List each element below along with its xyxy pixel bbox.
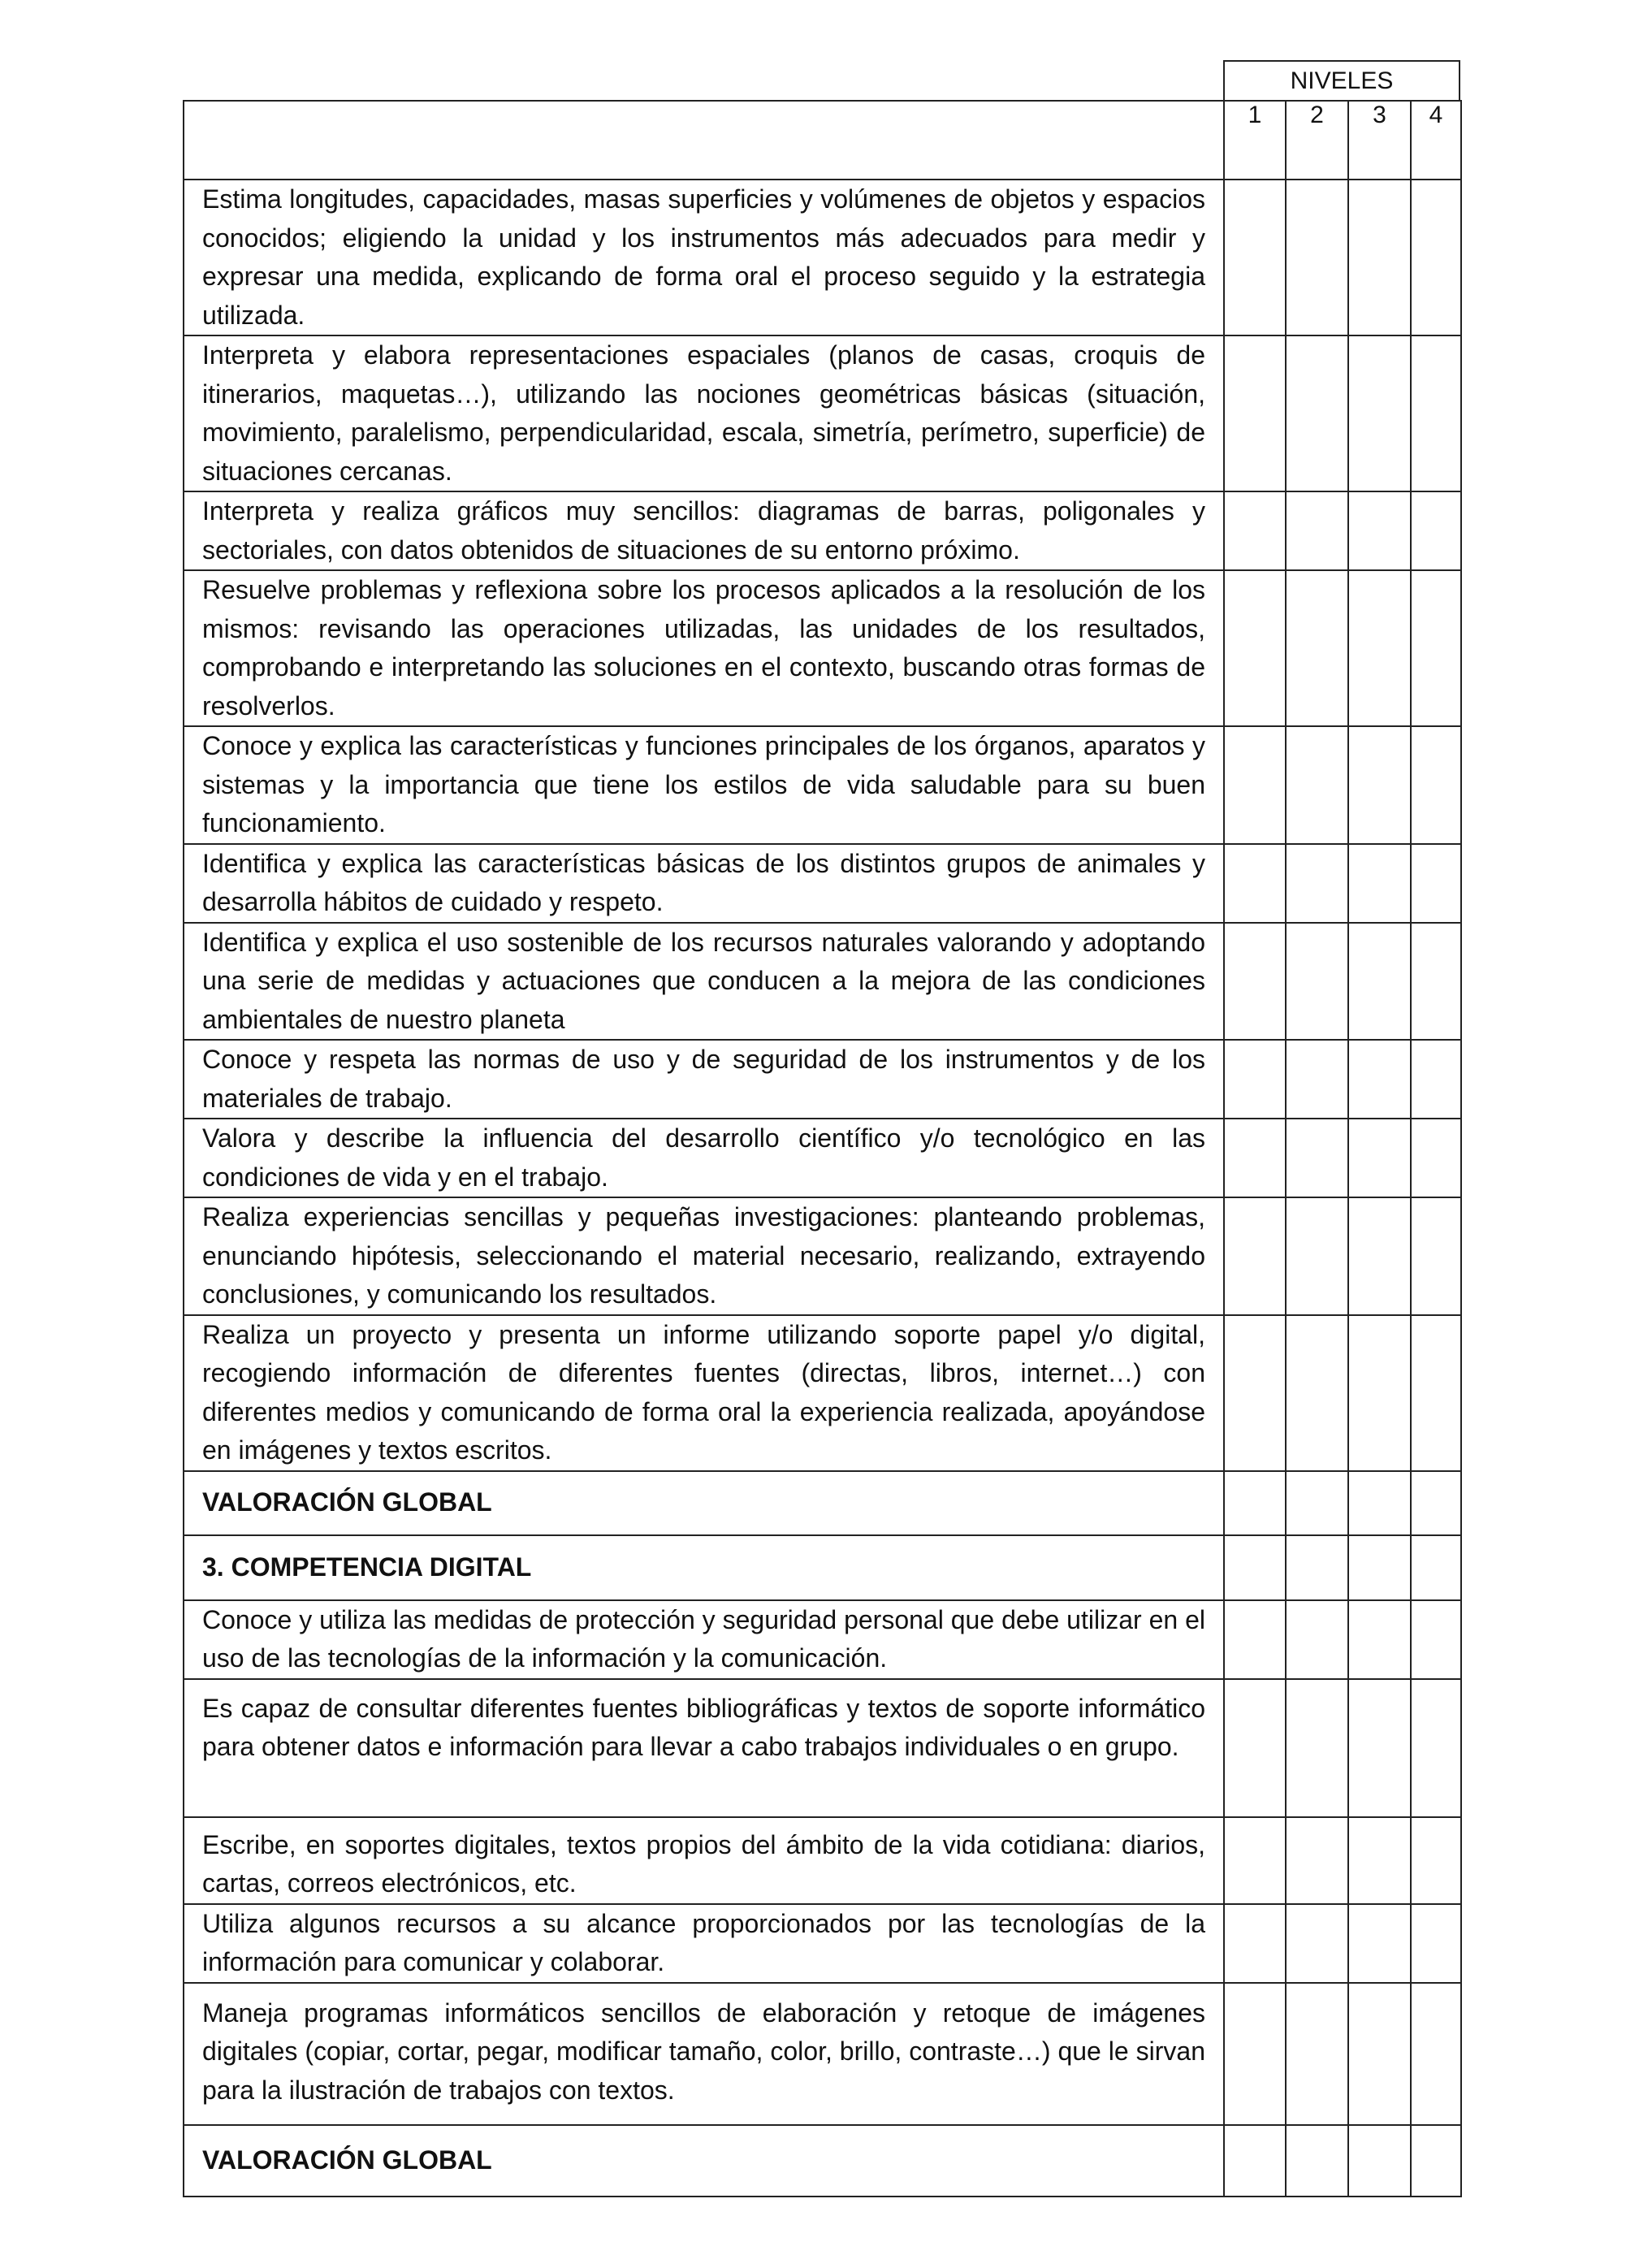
level-2-cell[interactable] xyxy=(1286,1040,1348,1119)
level-2-cell[interactable] xyxy=(1286,1119,1348,1197)
niveles-header: NIVELES xyxy=(1223,60,1460,100)
criterion-text: Identifica y explica las características básicas de los distintos grupos de animales y desarrolla hábitos de cuidado y respeto. xyxy=(184,844,1224,923)
level-3-cell[interactable] xyxy=(1348,844,1411,923)
criterion-text: Escribe, en soportes digitales, textos propios del ámbito de la vida cotidiana: diarios, cartas, correos electrónicos, etc. xyxy=(184,1817,1224,1904)
level-2-cell[interactable] xyxy=(1286,1600,1348,1679)
criterion-text: Conoce y respeta las normas de uso y de seguridad de los instrumentos y de los materiales de trabajo. xyxy=(184,1040,1224,1119)
criterion-text: Resuelve problemas y reflexiona sobre los procesos aplicados a la resolución de los mismos: revisando las operaciones utilizadas, las unidades de los resultados, comprobando e interpretando las soluciones en el contexto, buscando otras formas de resolverlos. xyxy=(184,570,1224,726)
level-2-cell[interactable] xyxy=(1286,1197,1348,1315)
criterion-row xyxy=(184,1119,1461,1197)
level-3-cell[interactable] xyxy=(1348,1119,1411,1197)
criterion-row xyxy=(184,1817,1461,1904)
level-1-header: 1 xyxy=(1224,101,1286,180)
criterion-row xyxy=(184,1679,1461,1817)
global-rating-label: VALORACIÓN GLOBAL xyxy=(184,1471,1224,1535)
level-2-cell[interactable] xyxy=(1286,1679,1348,1817)
level-3-cell[interactable] xyxy=(1348,1679,1411,1817)
criterion-row xyxy=(184,844,1461,923)
level-1-cell[interactable] xyxy=(1224,570,1286,726)
level-2-cell[interactable] xyxy=(1286,491,1348,570)
level-3-cell[interactable] xyxy=(1348,180,1411,335)
level-3-cell[interactable] xyxy=(1348,1904,1411,1983)
level-1-cell[interactable] xyxy=(1224,1817,1286,1904)
level-4-cell[interactable] xyxy=(1411,1197,1461,1315)
criterion-text: Realiza experiencias sencillas y pequeñas investigaciones: planteando problemas, enunciando hipótesis, seleccionando el material necesario, realizando, extrayendo conclusiones, y comunicando los resultados. xyxy=(184,1197,1224,1315)
criterion-row xyxy=(184,923,1461,1041)
level-4-cell[interactable] xyxy=(1411,1535,1461,1600)
level-1-cell[interactable] xyxy=(1224,1600,1286,1679)
criterion-row xyxy=(184,335,1461,491)
level-4-cell[interactable] xyxy=(1411,923,1461,1041)
level-4-cell[interactable] xyxy=(1411,570,1461,726)
level-3-cell[interactable] xyxy=(1348,2125,1411,2197)
level-3-cell[interactable] xyxy=(1348,1600,1411,1679)
criterion-text: Interpreta y realiza gráficos muy sencillos: diagramas de barras, poligonales y sectoriales, con datos obtenidos de situaciones de su entorno próximo. xyxy=(184,491,1224,570)
level-2-cell[interactable] xyxy=(1286,1904,1348,1983)
level-1-cell[interactable] xyxy=(1224,1904,1286,1983)
level-4-cell[interactable] xyxy=(1411,180,1461,335)
level-1-cell[interactable] xyxy=(1224,1315,1286,1471)
level-2-cell[interactable] xyxy=(1286,335,1348,491)
level-4-cell[interactable] xyxy=(1411,1600,1461,1679)
criterion-text: Identifica y explica el uso sostenible de los recursos naturales valorando y adoptando una serie de medidas y actuaciones que conducen a la mejora de las condiciones ambientales de nuestro planeta xyxy=(184,923,1224,1041)
level-3-header: 3 xyxy=(1348,101,1411,180)
criterion-text: Conoce y explica las características y funciones principales de los órganos, aparatos y sistemas y la importancia que tiene los estilos de vida saludable para su buen funcionamiento. xyxy=(184,726,1224,844)
level-3-cell[interactable] xyxy=(1348,1535,1411,1600)
criterion-text: Maneja programas informáticos sencillos de elaboración y retoque de imágenes digitales (copiar, cortar, pegar, modificar tamaño, color, brillo, contraste…) que le sirvan para la ilustración de trabajos con textos. xyxy=(184,1983,1224,2125)
level-1-cell[interactable] xyxy=(1224,1197,1286,1315)
level-2-cell[interactable] xyxy=(1286,1817,1348,1904)
level-4-cell[interactable] xyxy=(1411,1904,1461,1983)
level-3-cell[interactable] xyxy=(1348,1040,1411,1119)
level-1-cell[interactable] xyxy=(1224,335,1286,491)
level-2-cell[interactable] xyxy=(1286,1535,1348,1600)
level-1-cell[interactable] xyxy=(1224,923,1286,1041)
level-1-cell[interactable] xyxy=(1224,1535,1286,1600)
level-1-cell[interactable] xyxy=(1224,2125,1286,2197)
level-1-cell[interactable] xyxy=(1224,726,1286,844)
level-2-cell[interactable] xyxy=(1286,1315,1348,1471)
level-4-cell[interactable] xyxy=(1411,1119,1461,1197)
criterion-row xyxy=(184,570,1461,726)
level-2-cell[interactable] xyxy=(1286,2125,1348,2197)
level-4-cell[interactable] xyxy=(1411,726,1461,844)
level-4-cell[interactable] xyxy=(1411,1983,1461,2125)
level-2-cell[interactable] xyxy=(1286,1471,1348,1535)
level-header-row xyxy=(184,101,1461,180)
criterion-text: Estima longitudes, capacidades, masas superficies y volúmenes de objetos y espacios conocidos; eligiendo la unidad y los instrumentos más adecuados para medir y expresar una medida, explicando de forma oral el proceso seguido y la estrategia utilizada. xyxy=(184,180,1224,335)
level-1-cell[interactable] xyxy=(1224,1983,1286,2125)
level-4-cell[interactable] xyxy=(1411,491,1461,570)
header-blank-cell xyxy=(184,101,1224,180)
level-3-cell[interactable] xyxy=(1348,335,1411,491)
level-1-cell[interactable] xyxy=(1224,491,1286,570)
level-4-cell[interactable] xyxy=(1411,1679,1461,1817)
criterion-row xyxy=(184,491,1461,570)
level-2-cell[interactable] xyxy=(1286,180,1348,335)
level-1-cell[interactable] xyxy=(1224,1040,1286,1119)
criterion-row xyxy=(184,1904,1461,1983)
level-2-header: 2 xyxy=(1286,101,1348,180)
level-2-cell[interactable] xyxy=(1286,570,1348,726)
evaluation-table xyxy=(183,100,1462,2197)
level-4-cell[interactable] xyxy=(1411,1040,1461,1119)
section-heading-row xyxy=(184,1535,1461,1600)
criterion-text: Es capaz de consultar diferentes fuentes bibliográficas y textos de soporte informático para obtener datos e información para llevar a cabo trabajos individuales o en grupo. xyxy=(184,1679,1224,1817)
criterion-row xyxy=(184,180,1461,335)
level-2-cell[interactable] xyxy=(1286,726,1348,844)
level-4-cell[interactable] xyxy=(1411,844,1461,923)
level-1-cell[interactable] xyxy=(1224,1471,1286,1535)
level-3-cell[interactable] xyxy=(1348,1197,1411,1315)
criterion-row xyxy=(184,1040,1461,1119)
criterion-row xyxy=(184,1983,1461,2125)
level-3-cell[interactable] xyxy=(1348,1315,1411,1471)
criterion-row xyxy=(184,726,1461,844)
level-3-cell[interactable] xyxy=(1348,491,1411,570)
level-3-cell[interactable] xyxy=(1348,1471,1411,1535)
level-4-cell[interactable] xyxy=(1411,1315,1461,1471)
level-4-cell[interactable] xyxy=(1411,2125,1461,2197)
global-rating-row xyxy=(184,1471,1461,1535)
level-4-header: 4 xyxy=(1411,101,1461,180)
level-4-cell[interactable] xyxy=(1411,1471,1461,1535)
criterion-text: Conoce y utiliza las medidas de protección y seguridad personal que debe utilizar en el uso de las tecnologías de la información y la comunicación. xyxy=(184,1600,1224,1679)
criterion-text: Utiliza algunos recursos a su alcance proporcionados por las tecnologías de la información para comunicar y colaborar. xyxy=(184,1904,1224,1983)
level-1-cell[interactable] xyxy=(1224,1679,1286,1817)
level-3-cell[interactable] xyxy=(1348,923,1411,1041)
level-1-cell[interactable] xyxy=(1224,844,1286,923)
level-3-cell[interactable] xyxy=(1348,1983,1411,2125)
level-3-cell[interactable] xyxy=(1348,1817,1411,1904)
criterion-row xyxy=(184,1315,1461,1471)
global-rating-row xyxy=(184,2125,1461,2197)
section-heading: 3. COMPETENCIA DIGITAL xyxy=(184,1535,1224,1600)
level-2-cell[interactable] xyxy=(1286,923,1348,1041)
level-1-cell[interactable] xyxy=(1224,1119,1286,1197)
level-3-cell[interactable] xyxy=(1348,570,1411,726)
level-2-cell[interactable] xyxy=(1286,1983,1348,2125)
criterion-text: Interpreta y elabora representaciones espaciales (planos de casas, croquis de itinerarios, maquetas…), utilizando las nociones geométricas básicas (situación, movimiento, paralelismo, perpendicularidad, escala, simetría, perímetro, superficie) de situaciones cercanas. xyxy=(184,335,1224,491)
level-3-cell[interactable] xyxy=(1348,726,1411,844)
criterion-text: Valora y describe la influencia del desarrollo científico y/o tecnológico en las condiciones de vida y en el trabajo. xyxy=(184,1119,1224,1197)
global-rating-label: VALORACIÓN GLOBAL xyxy=(184,2125,1224,2197)
criterion-row xyxy=(184,1197,1461,1315)
criterion-text: Realiza un proyecto y presenta un informe utilizando soporte papel y/o digital, recogiendo información de diferentes fuentes (directas, libros, internet…) con diferentes medios y comunicando de forma oral la experiencia realizada, apoyándose en imágenes y textos escritos. xyxy=(184,1315,1224,1471)
level-4-cell[interactable] xyxy=(1411,1817,1461,1904)
level-4-cell[interactable] xyxy=(1411,335,1461,491)
criterion-row xyxy=(184,1600,1461,1679)
level-2-cell[interactable] xyxy=(1286,844,1348,923)
level-1-cell[interactable] xyxy=(1224,180,1286,335)
